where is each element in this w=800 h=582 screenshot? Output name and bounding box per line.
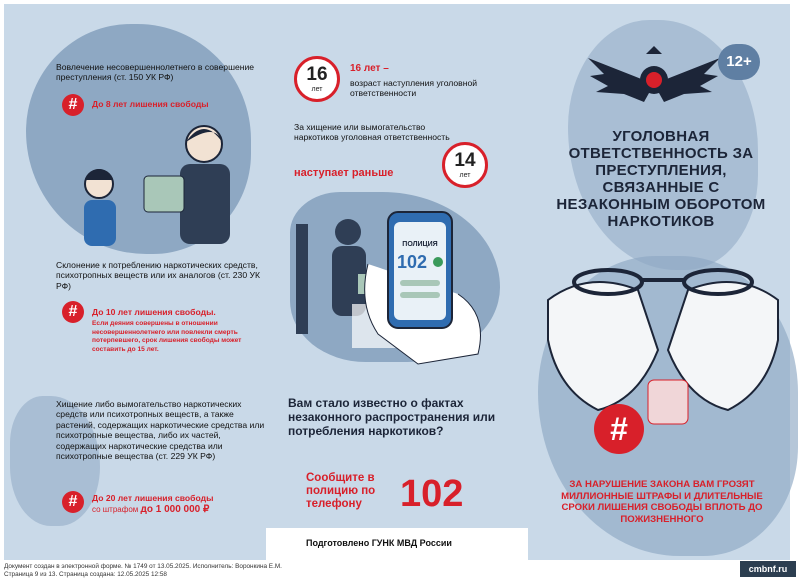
hashtag-icon: # bbox=[62, 491, 84, 513]
call-icon bbox=[433, 257, 443, 267]
age-16-text: возраст наступления уголовной ответственности bbox=[350, 78, 478, 99]
item2-note: Если деяния совершены в отношении несовершеннолетнего или повлекли смерть потерпевшего, срок лишения свободы может составить до 15 лет. bbox=[92, 320, 242, 353]
age-16-number: 16 bbox=[306, 64, 328, 85]
main-title: УГОЛОВНАЯ ОТВЕТСТВЕННОСТЬ ЗА ПРЕСТУПЛЕНИЯ, СВЯЗАННЫЕ С НЕЗАКОННЫМ ОБОРОТОМ НАРКОТИКОВ bbox=[556, 128, 766, 230]
handcuffs-illustration bbox=[538, 260, 788, 430]
age-16-unit: лет bbox=[311, 86, 323, 93]
item3-text: Хищение либо вымогательство наркотических средств или психотропных веществ, а также растений, содержащих наркотические средства или психотропные вещества, либо их частей, содержащих наркотические средства или психотропные вещества (ст. 229 УК РФ) bbox=[56, 399, 265, 462]
document-footer bbox=[4, 563, 282, 578]
report-number: 102 bbox=[400, 473, 464, 515]
item1-penalty: До 8 лет лишения свободы bbox=[92, 99, 209, 109]
phone-illustration bbox=[358, 204, 508, 374]
footer-line2: Страница 9 из 13. Страница создана: 12.05.2025 12:58 bbox=[4, 570, 167, 578]
phone-number: 102 bbox=[396, 252, 428, 272]
footer-line1: Документ создан в электронной форме. № 1749 от 13.05.2025. Исполнитель: Воронкина Е.М. bbox=[4, 563, 282, 570]
age-14-highlight: наступает раньше bbox=[294, 167, 394, 179]
age-14-badge bbox=[442, 142, 488, 188]
age-rating-badge: 12+ bbox=[718, 44, 760, 80]
fine-prefix: со штрафом bbox=[92, 505, 139, 514]
hashtag-big-icon: # bbox=[594, 404, 644, 454]
fine-amount: до 1 000 000 ₽ bbox=[140, 504, 210, 515]
emblem-icon bbox=[584, 44, 724, 124]
age-14-text: За хищение или вымогательство наркотиков уголовная ответственность bbox=[294, 122, 450, 143]
age-14-number: 14 bbox=[454, 150, 476, 171]
right-panel bbox=[528, 4, 790, 560]
item3-fine bbox=[92, 505, 262, 515]
age-14-unit: лет bbox=[459, 172, 471, 179]
item3-penalty: До 20 лет лишения свободы bbox=[92, 493, 214, 503]
hashtag-icon: # bbox=[62, 94, 84, 116]
age-16-head: 16 лет – bbox=[350, 63, 389, 74]
item1-text: Вовлечение несовершеннолетнего в совершение преступления (ст. 150 УК РФ) bbox=[56, 62, 255, 83]
watermark: cmbnf.ru bbox=[740, 561, 796, 577]
left-panel bbox=[4, 4, 266, 560]
hashtag-icon: # bbox=[62, 301, 84, 323]
question: Вам стало известно о фактах незаконного распространения или потребления наркотиков? bbox=[288, 396, 496, 438]
item2-penalty: До 10 лет лишения свободы. bbox=[92, 307, 216, 317]
phone-label: ПОЛИЦИЯ bbox=[402, 241, 438, 248]
age-16-badge bbox=[294, 56, 340, 102]
kids-illustration bbox=[54, 114, 244, 249]
warning-text: ЗА НАРУШЕНИЕ ЗАКОНА ВАМ ГРОЗЯТ МИЛЛИОННЫЕ ШТРАФЫ И ДЛИТЕЛЬНЫЕ СРОКИ ЛИШЕНИЯ СВОБОДЫ ВПЛОТЬ ДО ПОЖИЗНЕННОГО bbox=[561, 479, 763, 525]
item2-text: Склонение к потреблению наркотических средств, психотропных веществ или их аналогов (ст. 230 УК РФ) bbox=[56, 260, 260, 291]
prepared-by: Подготовлено ГУНК МВД России bbox=[306, 538, 452, 548]
report-text: Сообщите в полицию по телефону bbox=[306, 472, 376, 510]
middle-panel bbox=[266, 4, 528, 560]
